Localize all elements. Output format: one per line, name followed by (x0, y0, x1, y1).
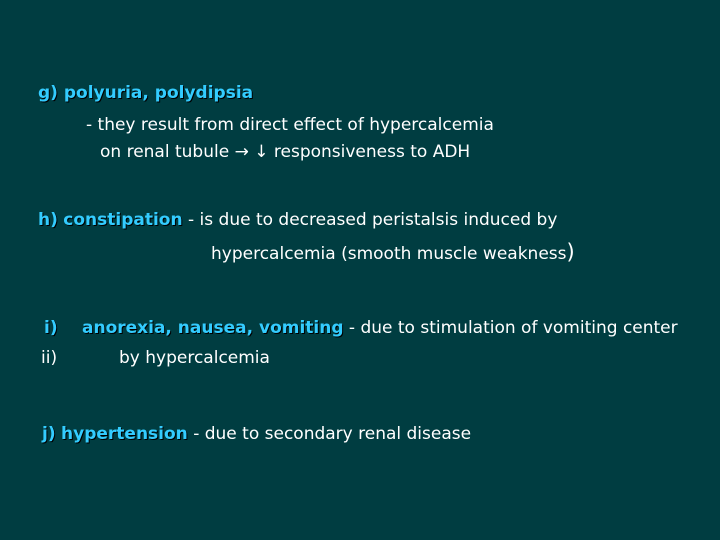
item-i-marker-2: ii) (41, 348, 58, 368)
item-h-line-1 (38, 209, 557, 231)
item-j-term: hypertension (61, 424, 188, 444)
item-i-line-1 (44, 317, 58, 339)
item-j-line-1 (42, 423, 471, 445)
item-i-marker: i) (44, 318, 58, 338)
item-h-text-2: hypercalcemia (smooth muscle weakness (211, 244, 567, 264)
item-h-marker: h) (38, 210, 58, 230)
item-g-line-2 (100, 141, 470, 163)
arrow-right-icon: → (234, 142, 249, 162)
item-h-term: constipation (63, 210, 183, 230)
item-h-line-2 (211, 241, 575, 265)
arrow-down-icon: ↓ (254, 142, 269, 162)
item-i-line-1-content (82, 317, 678, 339)
item-h-close-paren: ) (566, 240, 575, 264)
item-g-line-2-end: responsiveness to ADH (273, 142, 471, 162)
item-h-text-1: - is due to decreased peristalsis induced by (188, 210, 558, 230)
item-g-line-1: - they result from direct effect of hypercalcemia (86, 115, 494, 135)
item-i-text-2: by hypercalcemia (119, 348, 270, 368)
item-i-term: anorexia, nausea, vomiting (82, 318, 344, 338)
item-j-text-1: - due to secondary renal disease (193, 424, 472, 444)
item-g-line-2-start: on renal tubule (100, 142, 230, 162)
item-i-text-1: - due to stimulation of vomiting center (348, 318, 678, 338)
item-j-marker: j) (42, 424, 56, 444)
item-g-heading: g) polyuria, polydipsia (38, 83, 254, 103)
